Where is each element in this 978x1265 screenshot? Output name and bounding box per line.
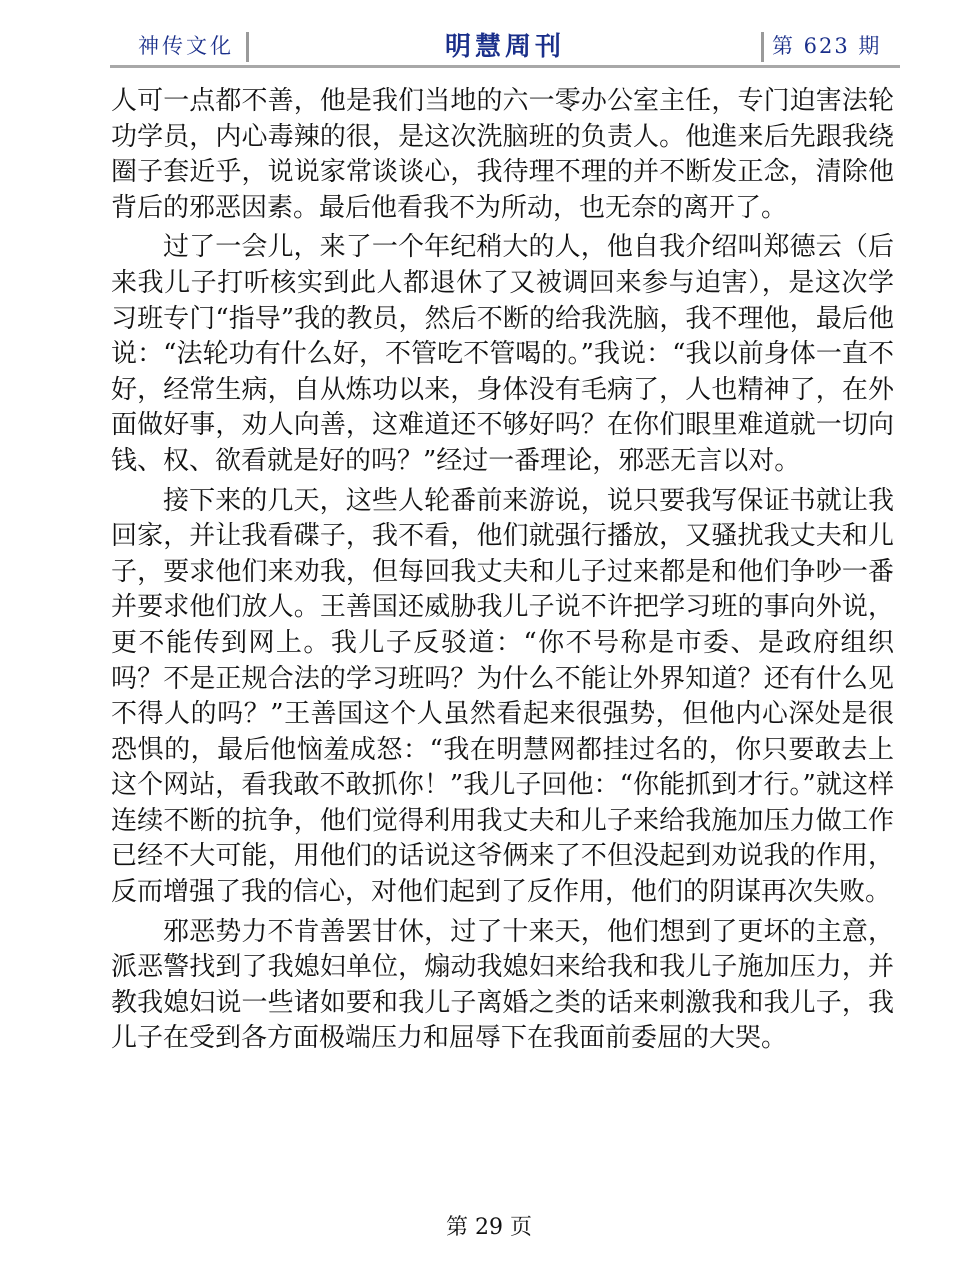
- header-section-name: 神传文化: [138, 34, 234, 58]
- paragraph-3: 接下来的几天，这些人轮番前来游说，说只要我写保证书就让我回家，并让我看碟子，我不看，他们就强行播放，又骚扰我丈夫和儿子，要求他们来劝我，但每回我丈夫和儿子过来都是和他们争吵一番并要求他们放人。王善国还威胁我儿子说不许把学习班的事向外说，更不能传到网上。我儿子反驳道：“你不号称是市委、是政府组织吗？不是正规合法的学习班吗？为什么不能让外界知道？还有什么见不得人的吗？”王善国这个人虽然看起来很强势，但他内心深处是很恐惧的，最后他恼羞成怒：“我在明慧网都挂过名的，你只要敢去上这个网站，看我敢不敢抓你！”我儿子回他：“你能抓到才行。”就这样连续不断的抗争，他们觉得利用我丈夫和儿子来给我施加压力做工作已经不大可能，用他们的话说这爷俩来了不但没起到劝说我的作用，反而增强了我的信心，对他们起到了反作用，他们的阴谋再次失败。: [111, 485, 894, 908]
- page-number: 第 29 页: [446, 1215, 532, 1240]
- header-rule: [110, 65, 900, 68]
- article-body: [111, 84, 894, 1061]
- publication-title: 明慧周刊: [444, 32, 565, 62]
- issue-number: 第 623 期: [772, 34, 882, 58]
- paragraph-1: 人可一点都不善，他是我们当地的六一零办公室主任，专门迫害法轮功学员，内心毒辣的很，是这次洗脑班的负责人。他進来后先跟我绕圈子套近乎，说说家常谈谈心，我待理不理的并不断发正念，清除他背后的邪恶因素。最后他看我不为所动，也无奈的离开了。: [111, 86, 894, 223]
- page-header: [110, 22, 900, 70]
- header-divider-right: [761, 32, 764, 62]
- paragraph-4: 邪恶势力不肯善罢甘休，过了十来天，他们想到了更坏的主意，派恶警找到了我媳妇单位，煽动我媳妇来给我和我儿子施加压力，并教我媳妇说一些诸如要和我儿子离婚之类的话来刺激我和我儿子，我儿子在受到各方面极端压力和屈辱下在我面前委屈的大哭。: [111, 916, 894, 1054]
- paragraph-2: 过了一会儿，来了一个年纪稍大的人，他自我介绍叫郑德云（后来我儿子打听核实到此人都退休了又被调回来参与迫害），是这次学习班专门“指导”我的教员，然后不断的给我洗脑，我不理他，最后他说：“法轮功有什么好，不管吃不管喝的。”我说：“我以前身体一直不好，经常生病，自从炼功以来，身体没有毛病了，人也精神了，在外面做好事，劝人向善，这难道还不够好吗？在你们眼里难道就一切向钱、权、欲看就是好的吗？”经过一番理论，邪恶无言以对。: [111, 232, 894, 476]
